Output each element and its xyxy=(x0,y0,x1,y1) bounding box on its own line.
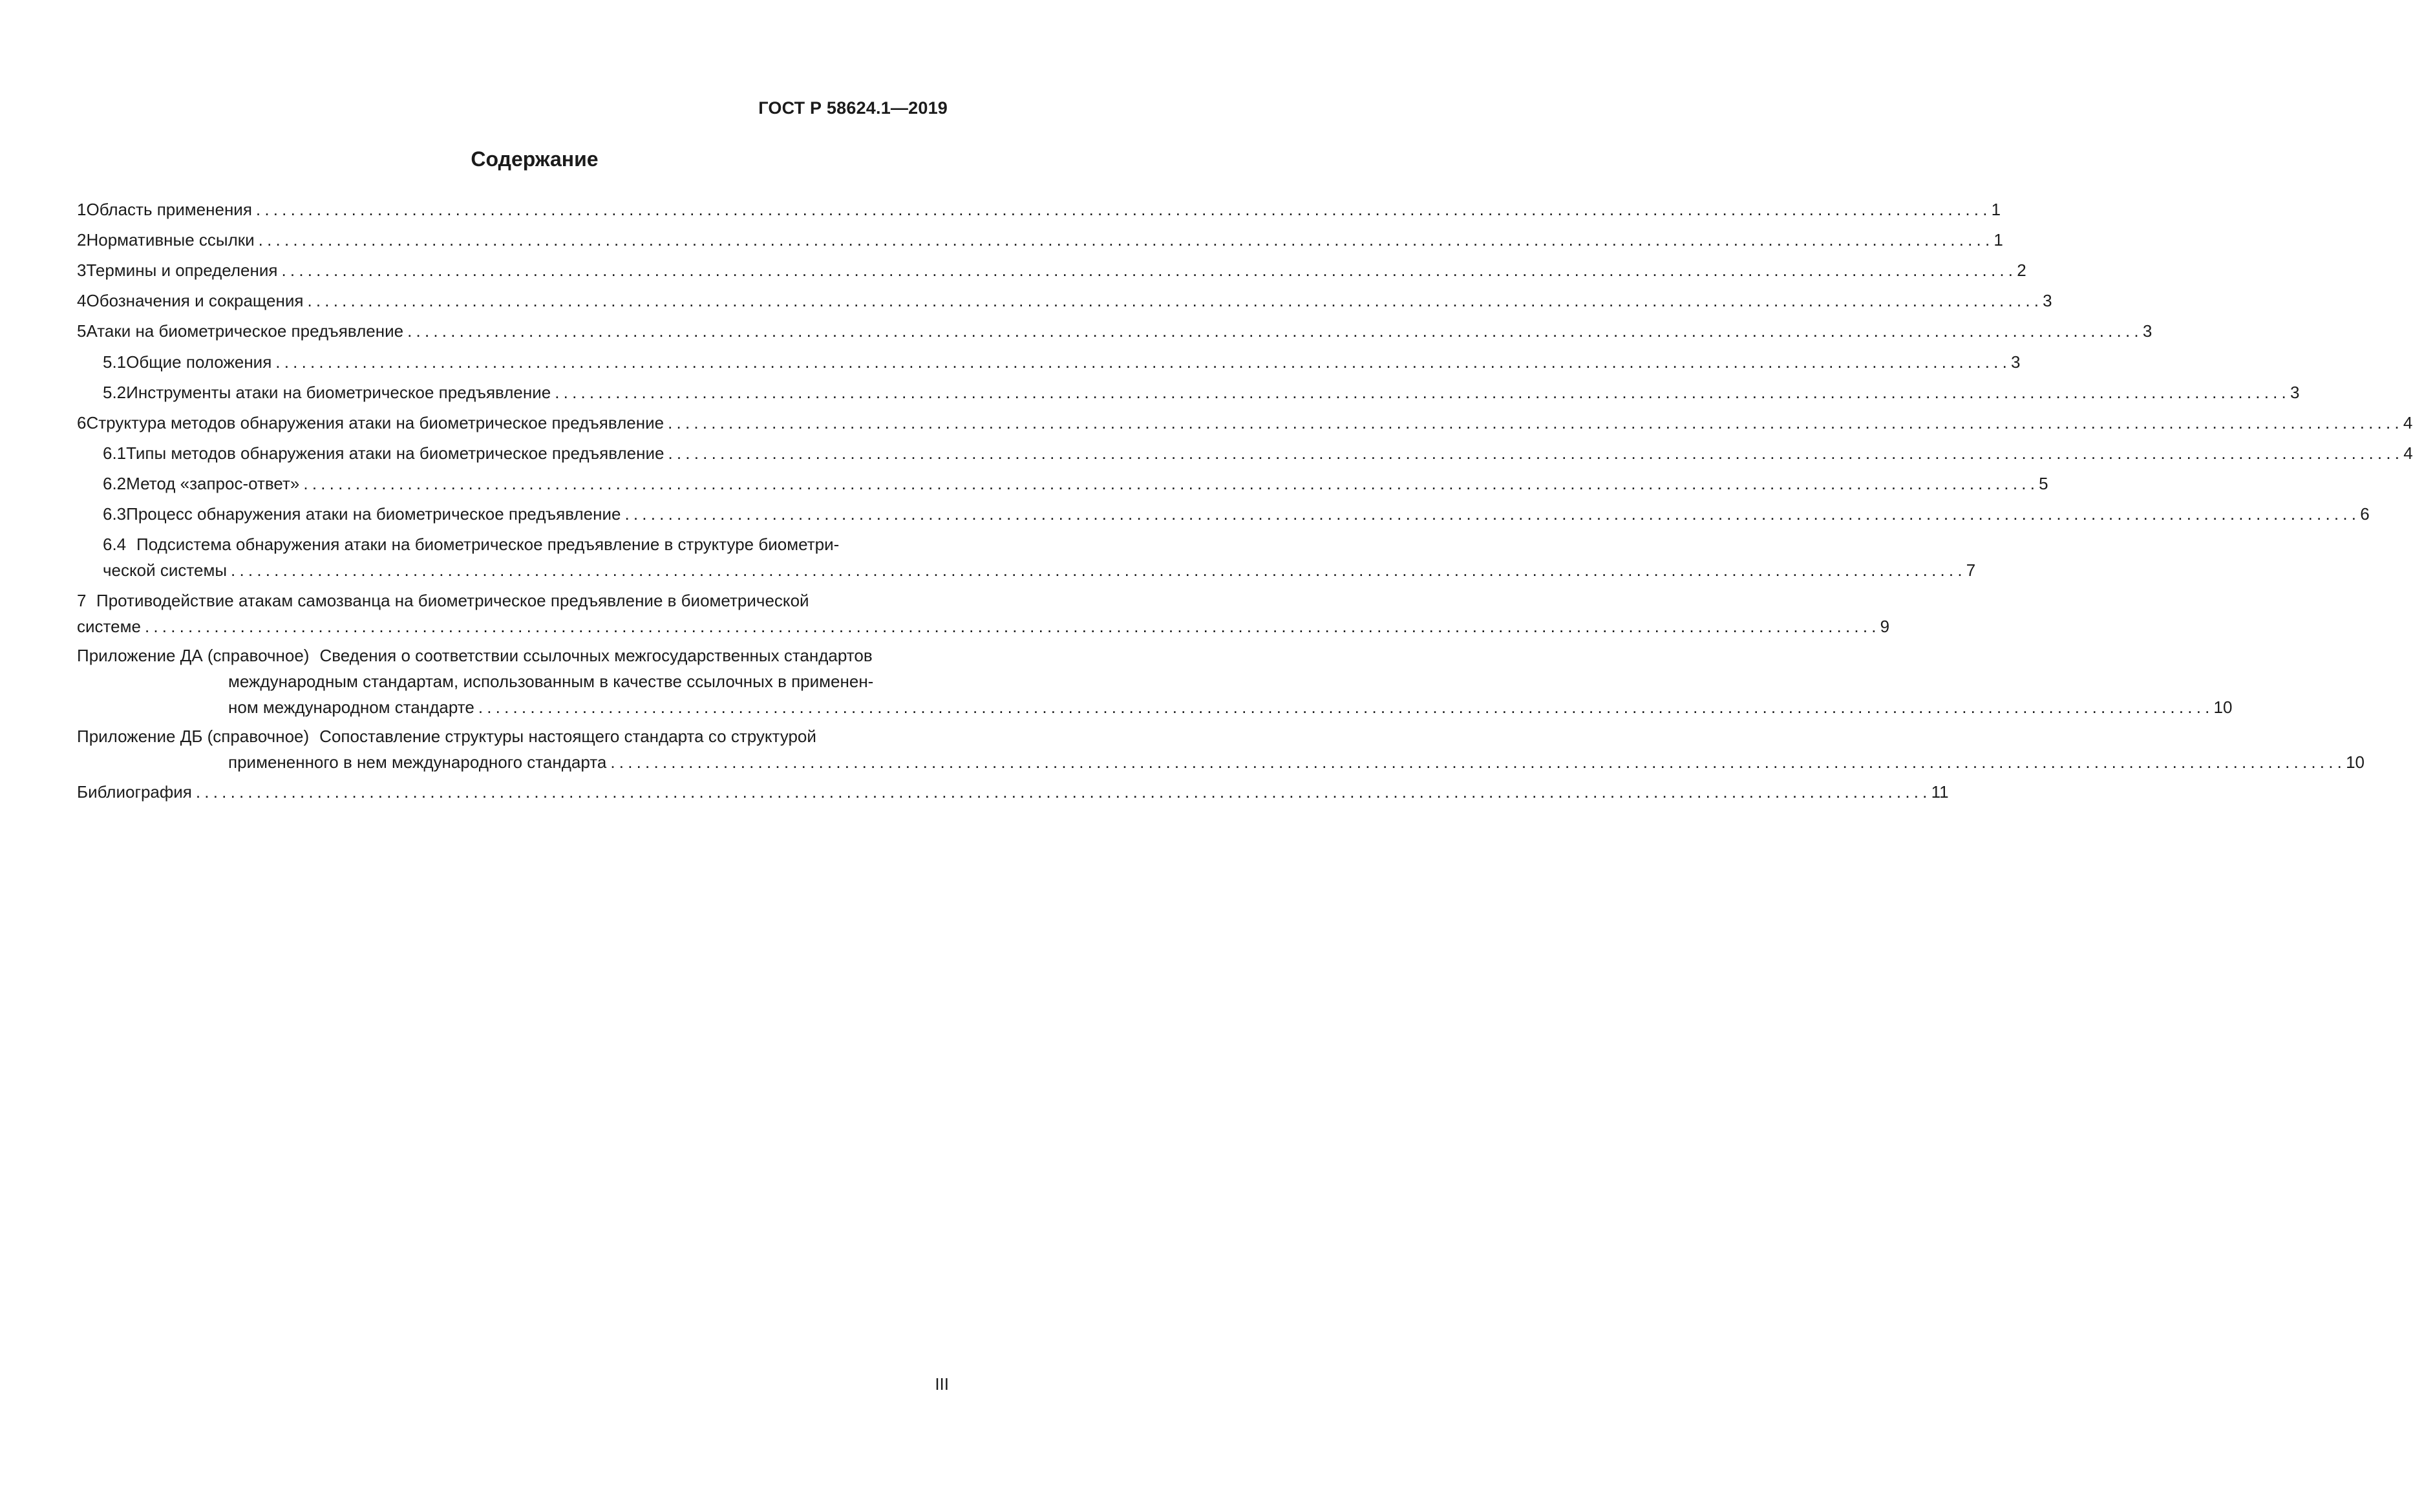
page-folio: III xyxy=(935,1374,949,1394)
toc-entry-title: Библиография xyxy=(77,782,192,802)
toc-entry-appendix-da[interactable] xyxy=(77,643,2233,719)
toc-entry-title: Термины и определения xyxy=(86,261,278,280)
toc-entry-title: Обозначения и сокращения xyxy=(86,291,304,310)
toc-entry-6-4[interactable] xyxy=(103,532,1976,582)
toc-entry-appendix-db[interactable] xyxy=(77,724,2365,774)
toc-entry-5-2[interactable] xyxy=(103,380,2300,405)
toc-entry-page: 1 xyxy=(1993,230,2003,250)
toc-entry-number: 1 xyxy=(77,200,87,219)
toc-entry-title: Структура методов обнаружения атаки на биометрическое предъявление xyxy=(86,413,664,432)
toc-entry-title: Область применения xyxy=(86,200,252,219)
toc-entry-page: 7 xyxy=(1966,560,1976,580)
toc-entry-title-line-1: Противодействие атакам самозванца на биометрическое предъявление в биометрической xyxy=(96,591,809,610)
toc-entry-2[interactable] xyxy=(77,228,2003,252)
dot-leader: ........................................................................................................................................................................................................ xyxy=(144,617,1880,636)
toc-entry-page: 3 xyxy=(2142,321,2153,341)
toc-entry-number: 5 xyxy=(77,321,87,341)
dot-leader: ........................................................................................................................................................................................................ xyxy=(624,504,2361,524)
toc-entry-number: 6.4 xyxy=(103,535,127,554)
dot-leader: ........................................................................................................................................................................................................ xyxy=(407,321,2143,341)
dot-leader: ........................................................................................................................................................................................................ xyxy=(668,413,2403,432)
dot-leader: ........................................................................................................................................................................................................ xyxy=(668,443,2404,463)
toc-entry-bibliography[interactable] xyxy=(77,780,1949,804)
toc-entry-number: 2 xyxy=(77,230,87,250)
toc-entry-page: 5 xyxy=(2039,474,2048,493)
toc-entry-3[interactable] xyxy=(77,258,2026,282)
toc-entry-5[interactable] xyxy=(77,319,2153,343)
dot-leader: ........................................................................................................................................................................................................ xyxy=(281,261,2017,280)
toc-entry-title: Процесс обнаружения атаки на биометрическое предъявление xyxy=(126,504,621,524)
toc-entry-page: 4 xyxy=(2403,413,2413,432)
toc-entry-page: 9 xyxy=(1880,617,1890,636)
dot-leader: ........................................................................................................................................................................................................ xyxy=(255,200,1992,219)
appendix-label: Приложение ДБ (справочное) xyxy=(77,727,310,746)
toc-entry-number: 3 xyxy=(77,261,87,280)
dot-leader: ........................................................................................................................................................................................................ xyxy=(275,352,2012,372)
appendix-label: Приложение ДА (справочное) xyxy=(77,646,310,665)
toc-entry-number: 6.3 xyxy=(103,504,127,524)
toc-entry-title-line-2: системе xyxy=(77,617,141,636)
toc-entry-page: 10 xyxy=(2346,752,2365,772)
toc-entry-7[interactable] xyxy=(77,588,1890,639)
toc-entry-page: 10 xyxy=(2213,697,2233,717)
toc-entry-page: 1 xyxy=(1991,200,2001,219)
appendix-title-line-1: Сведения о соответствии ссылочных межгосударственных стандартов xyxy=(319,646,873,665)
toc-entry-title: Инструменты атаки на биометрическое предъявление xyxy=(126,383,551,402)
appendix-title-line-3: ном международном стандарте xyxy=(228,697,474,717)
toc-entry-page: 3 xyxy=(2011,352,2021,372)
dot-leader: ........................................................................................................................................................................................................ xyxy=(195,782,1931,802)
toc-entry-number: 5.2 xyxy=(103,383,127,402)
toc-entry-title: Общие положения xyxy=(126,352,272,372)
dot-leader: ........................................................................................................................................................................................................ xyxy=(307,291,2043,310)
dot-leader: ........................................................................................................................................................................................................ xyxy=(303,474,2039,493)
appendix-title-line-2: примененного в нем международного стандарта xyxy=(228,752,607,772)
toc-entry-number: 6.2 xyxy=(103,474,127,493)
toc-entry-page: 3 xyxy=(2043,291,2052,310)
document-id: ГОСТ Р 58624.1—2019 xyxy=(758,98,948,118)
toc-entry-6-2[interactable] xyxy=(103,471,2048,496)
toc-entry-4[interactable] xyxy=(77,288,2052,313)
toc-entry-number: 6 xyxy=(77,413,87,432)
toc-entry-number: 4 xyxy=(77,291,87,310)
dot-leader: ........................................................................................................................................................................................................ xyxy=(555,383,2290,402)
dot-leader: ........................................................................................................................................................................................................ xyxy=(478,697,2214,717)
appendix-title-line-1: Сопоставление структуры настоящего стандарта со структурой xyxy=(319,727,816,746)
toc-entry-6[interactable] xyxy=(77,410,2413,435)
toc-entry-1[interactable] xyxy=(77,197,2001,222)
toc-entry-title: Нормативные ссылки xyxy=(86,230,255,250)
toc-entry-title-line-2: ческой системы xyxy=(103,560,228,580)
toc-entry-title: Атаки на биометрическое предъявление xyxy=(86,321,404,341)
toc-entry-6-3[interactable] xyxy=(103,502,2370,526)
toc-entry-page: 11 xyxy=(1931,782,1949,802)
toc-entry-number: 5.1 xyxy=(103,352,127,372)
dot-leader: ........................................................................................................................................................................................................ xyxy=(258,230,1994,250)
dot-leader: ........................................................................................................................................................................................................ xyxy=(231,560,1966,580)
toc-entry-page: 6 xyxy=(2360,504,2370,524)
appendix-title-line-2: международным стандартам, использованным в качестве ссылочных в применен- xyxy=(228,672,874,691)
toc-entry-title-line-1: Подсистема обнаружения атаки на биометрическое предъявление в структуре биометри- xyxy=(136,535,840,554)
toc-entry-title: Метод «запрос-ответ» xyxy=(126,474,300,493)
toc-entry-page: 2 xyxy=(2017,261,2026,280)
toc-entry-number: 6.1 xyxy=(103,443,127,463)
toc-entry-title: Типы методов обнаружения атаки на биометрическое предъявление xyxy=(126,443,664,463)
toc-entry-page: 4 xyxy=(2403,443,2413,463)
toc-entry-5-1[interactable] xyxy=(103,350,2021,374)
toc-entry-page: 3 xyxy=(2290,383,2300,402)
toc-entry-number: 7 xyxy=(77,591,87,610)
page-title: Содержание xyxy=(471,147,599,171)
toc-entry-6-1[interactable] xyxy=(103,441,2413,465)
dot-leader: ........................................................................................................................................................................................................ xyxy=(610,752,2346,772)
